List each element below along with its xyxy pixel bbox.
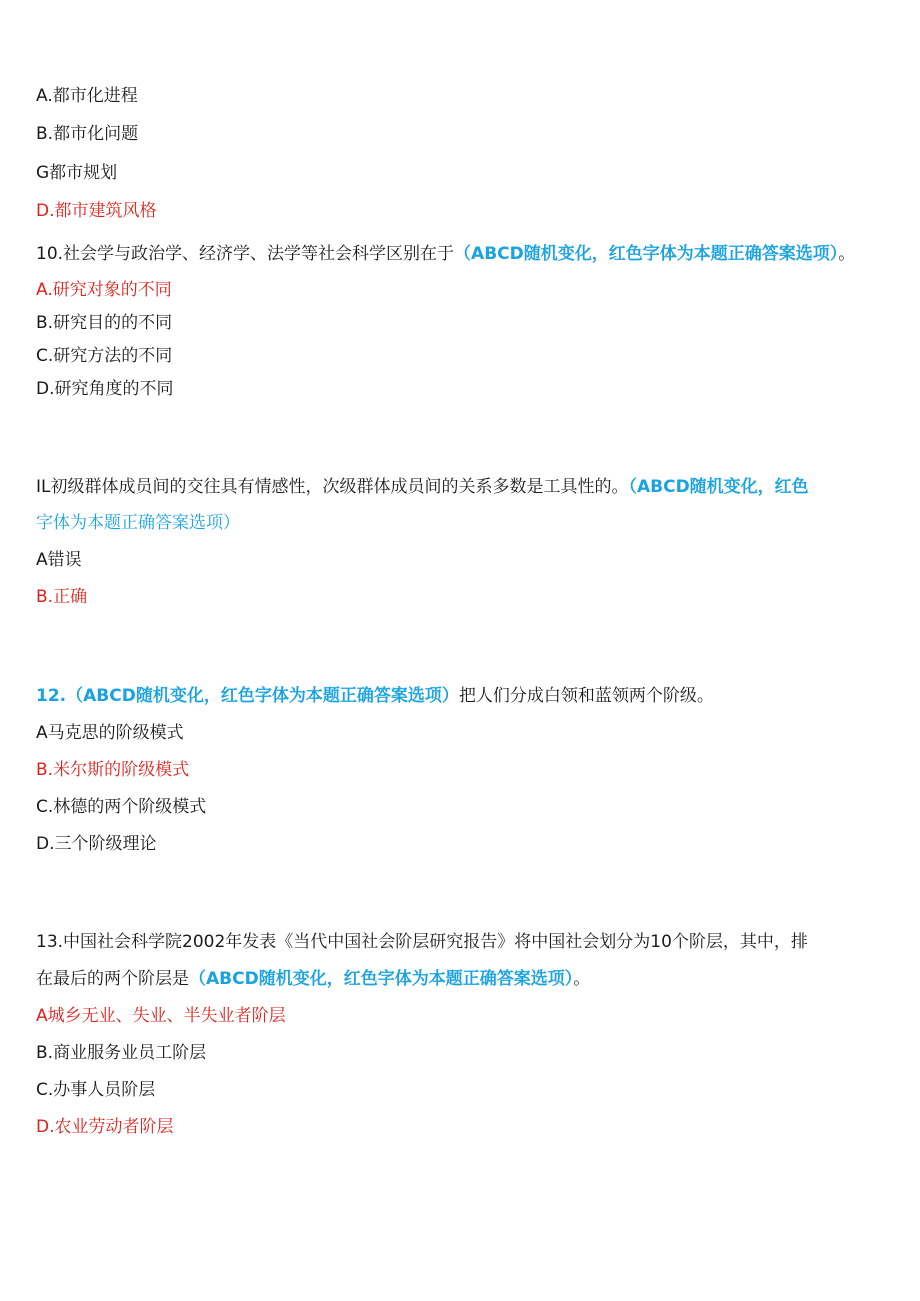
q12-hint: （ABCD随机变化，红色字体为本题正确答案选项） bbox=[66, 686, 459, 706]
q13-stem-line1: 13.中国社会科学院2002年发表《当代中国社会阶层研究报告》将中国社会划分为10个阶层，其中，排 bbox=[36, 932, 808, 952]
q13-option-d-correct: D.农业劳动者阶层 bbox=[36, 1117, 174, 1137]
q10-stem: 10.社会学与政治学、经济学、法学等社会科学区别在于 bbox=[36, 244, 455, 264]
q13-end: 。 bbox=[573, 969, 591, 989]
q13-hint: （ABCD随机变化，红色字体为本题正确答案选项） bbox=[189, 969, 574, 989]
q10-end: 。 bbox=[838, 244, 856, 264]
q11-stem-line1 bbox=[36, 476, 809, 498]
q11-option-a: A错误 bbox=[36, 550, 82, 570]
q13-option-c: C.办事人员阶层 bbox=[36, 1080, 156, 1100]
q12-option-a: A马克思的阶级模式 bbox=[36, 723, 184, 743]
q9-option-c: G都市规划 bbox=[36, 163, 118, 183]
q10-option-c: C.研究方法的不同 bbox=[36, 346, 173, 366]
q9-option-b: B.都市化问题 bbox=[36, 124, 139, 144]
q12-stem: 把人们分成白领和蓝领两个阶级。 bbox=[458, 686, 714, 706]
q13-option-b: B.商业服务业员工阶层 bbox=[36, 1043, 207, 1063]
q10-stem-line bbox=[36, 243, 855, 265]
q10-option-a-correct: A.研究对象的不同 bbox=[36, 280, 172, 300]
q13-stem-line2 bbox=[36, 968, 590, 990]
q11-hint-part2: 字体为本题正确答案选项） bbox=[36, 513, 240, 533]
q12-option-d: D.三个阶级理论 bbox=[36, 834, 157, 854]
q9-option-a: A.都市化进程 bbox=[36, 86, 138, 106]
q12-option-b-correct: B.米尔斯的阶级模式 bbox=[36, 760, 190, 780]
q12-stem-line bbox=[36, 685, 714, 707]
q11-hint-part1: （ABCD随机变化，红色 bbox=[628, 477, 809, 497]
q11-stem: IL初级群体成员间的交往具有情感性，次级群体成员间的关系多数是工具性的。 bbox=[36, 477, 629, 497]
q13-stem: 在最后的两个阶层是 bbox=[36, 969, 189, 989]
q9-option-d-correct: D.都市建筑风格 bbox=[36, 201, 157, 221]
q12-option-c: C.林德的两个阶级模式 bbox=[36, 797, 207, 817]
q10-option-d: D.研究角度的不同 bbox=[36, 379, 174, 399]
q13-option-a-correct: A城乡无业、失业、半失业者阶层 bbox=[36, 1006, 286, 1026]
q12-number: 12. bbox=[36, 686, 67, 706]
q10-option-b: B.研究目的的不同 bbox=[36, 313, 173, 333]
q10-hint: （ABCD随机变化，红色字体为本题正确答案选项） bbox=[454, 244, 839, 264]
q11-option-b-correct: B.正确 bbox=[36, 587, 88, 607]
